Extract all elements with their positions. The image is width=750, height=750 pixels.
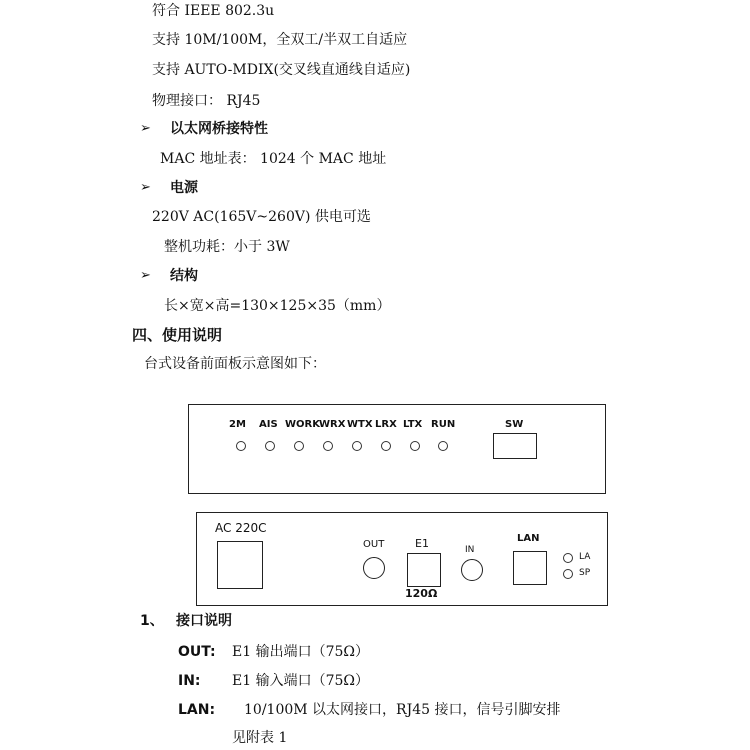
la-led xyxy=(563,553,573,563)
led-ltx xyxy=(410,441,420,451)
led-label-wtx: WTX xyxy=(347,419,373,430)
led-label-work: WORK xyxy=(285,419,320,430)
in-key: IN: xyxy=(178,673,201,689)
led-lrx xyxy=(381,441,391,451)
arrow-bullet-icon: ➢ xyxy=(140,268,151,283)
led-label-lrx: LRX xyxy=(375,419,397,430)
led-label-wrx: WRX xyxy=(319,419,346,430)
interface-title: 接口说明 xyxy=(176,613,232,629)
front-panel xyxy=(188,404,606,494)
led-run xyxy=(438,441,448,451)
rear-panel xyxy=(196,512,608,606)
lan-desc: 10/100M 以太网接口，RJ45 接口，信号引脚安排 xyxy=(244,702,561,718)
in-label: IN xyxy=(465,545,475,555)
in-bnc-port[interactable] xyxy=(461,559,483,581)
ac-label: AC 220C xyxy=(215,521,267,535)
heading-power: 电源 xyxy=(170,180,198,196)
led-work xyxy=(294,441,304,451)
e1-ohm-label: 120Ω xyxy=(405,587,438,600)
spec-voltage: 220V AC(165V~260V) 供电可选 xyxy=(152,209,371,225)
led-wrx xyxy=(323,441,333,451)
lan-key: LAN: xyxy=(178,702,216,718)
interface-number: 1、 xyxy=(140,613,164,629)
e1-port[interactable] xyxy=(407,553,441,587)
la-label: LA xyxy=(579,552,591,562)
led-wtx xyxy=(352,441,362,451)
out-bnc-port[interactable] xyxy=(363,557,385,579)
arrow-bullet-icon: ➢ xyxy=(140,121,151,136)
sp-led xyxy=(563,569,573,579)
spec-speed: 支持 10M/100M，全双工/半双工自适应 xyxy=(152,32,408,48)
in-desc: E1 输入端口（75Ω） xyxy=(232,673,369,689)
sp-label: SP xyxy=(579,568,591,578)
lan-rj45-port[interactable] xyxy=(513,551,547,585)
spec-interface: 物理接口： RJ45 xyxy=(152,93,261,109)
spec-mac: MAC 地址表： 1024 个 MAC 地址 xyxy=(160,151,387,167)
spec-consumption: 整机功耗：小于 3W xyxy=(164,239,290,255)
spec-mdix: 支持 AUTO-MDIX(交叉线直通线自适应) xyxy=(152,62,411,78)
heading-structure: 结构 xyxy=(170,268,198,284)
led-label-ais: AIS xyxy=(259,419,278,430)
heading-bridge: 以太网桥接特性 xyxy=(170,121,268,137)
out-label: OUT xyxy=(363,539,385,550)
out-key: OUT: xyxy=(178,644,216,660)
sw-switch[interactable] xyxy=(493,433,537,459)
lan-label: LAN xyxy=(517,533,540,544)
spec-ieee: 符合 IEEE 802.3u xyxy=(152,3,275,19)
spec-dimensions: 长×宽×高=130×125×35（mm） xyxy=(164,298,391,314)
sw-label: SW xyxy=(505,419,524,430)
led-ais xyxy=(265,441,275,451)
e1-label: E1 xyxy=(415,537,429,550)
arrow-bullet-icon: ➢ xyxy=(140,180,151,195)
led-label-run: RUN xyxy=(431,419,456,430)
led-2m xyxy=(236,441,246,451)
lan-desc-continued: 见附表 1 xyxy=(232,730,288,746)
out-desc: E1 输出端口（75Ω） xyxy=(232,644,369,660)
section4-title: 四、使用说明 xyxy=(132,326,223,344)
ac-power-socket[interactable] xyxy=(217,541,263,589)
section4-desc: 台式设备前面板示意图如下： xyxy=(144,356,326,372)
led-label-ltx: LTX xyxy=(403,419,423,430)
led-label-2m: 2M xyxy=(229,419,246,430)
